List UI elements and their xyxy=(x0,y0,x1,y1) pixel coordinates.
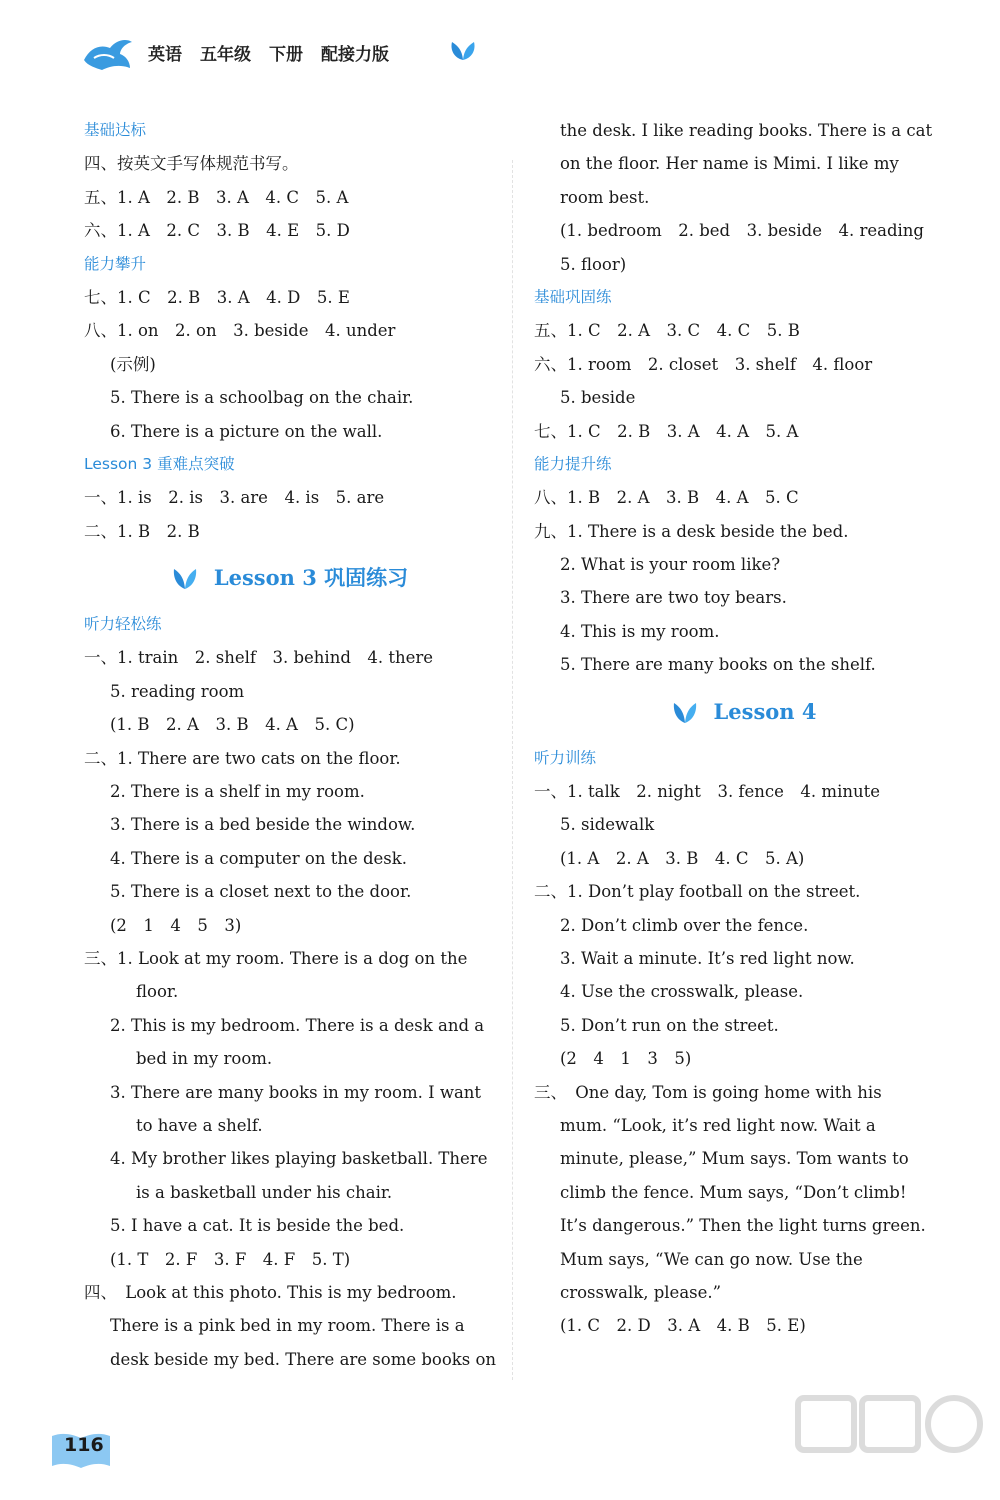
answer-line: floor. xyxy=(136,982,179,1002)
section-heading: 基础巩固练 xyxy=(534,287,612,306)
header-volume: 下册 xyxy=(269,45,303,65)
answer-line: 四、按英文手写体规范书写。 xyxy=(84,154,299,174)
lesson-title-text: Lesson 3 巩固练习 xyxy=(213,565,409,591)
answer-line: 一、1. talk 2. night 3. fence 4. minute xyxy=(534,782,880,802)
answer-line: 3. There is a bed beside the window. xyxy=(110,815,416,835)
answer-line: 三、 One day, Tom is going home with his xyxy=(534,1082,882,1102)
leaf-icon xyxy=(172,565,198,591)
lesson-title xyxy=(84,548,496,608)
answer-line: 5. There is a closet next to the door. xyxy=(110,882,412,902)
answer-line: mum. “Look, it’s red light now. Wait a xyxy=(560,1115,876,1135)
answer-line: crosswalk, please.” xyxy=(560,1282,722,1302)
answer-line: (2 4 1 3 5) xyxy=(560,1049,692,1069)
answer-line: (1. bedroom 2. bed 3. beside 4. reading xyxy=(560,221,924,241)
answer-line: 一、1. is 2. is 3. are 4. is 5. are xyxy=(84,488,385,508)
answer-line: 3. There are many books in my room. I want xyxy=(110,1082,482,1102)
answer-line: 八、1. B 2. A 3. B 4. A 5. C xyxy=(534,488,799,508)
answer-line: 四、 Look at this photo. This is my bedroom. xyxy=(84,1282,457,1302)
answer-line: 5. I have a cat. It is beside the bed. xyxy=(110,1216,405,1236)
answer-line: 七、1. C 2. B 3. A 4. D 5. E xyxy=(84,287,350,307)
answer-line: 3. There are two toy bears. xyxy=(560,588,787,608)
answer-line: 4. This is my room. xyxy=(560,621,720,641)
answer-line: minute, please,” Mum says. Tom wants to xyxy=(560,1149,909,1169)
header-subject: 英语 xyxy=(148,45,182,65)
answer-line: 九、1. There is a desk beside the bed. xyxy=(534,521,849,541)
section-heading: 听力训练 xyxy=(534,748,597,767)
answer-line: 6. There is a picture on the wall. xyxy=(110,421,383,441)
answer-line: to have a shelf. xyxy=(136,1115,263,1135)
answer-line: 六、1. A 2. C 3. B 4. E 5. D xyxy=(84,221,350,241)
answer-line: 一、1. train 2. shelf 3. behind 4. there xyxy=(84,648,434,668)
answer-line: 5. floor) xyxy=(560,254,627,274)
answer-line: (示例) xyxy=(110,354,156,374)
column-divider xyxy=(512,160,513,1380)
answer-line: 5. reading room xyxy=(110,681,245,701)
lesson-title xyxy=(534,682,954,742)
answer-line: room best. xyxy=(560,187,650,207)
section-heading: 能力攀升 xyxy=(84,254,147,273)
page-number: 116 xyxy=(64,1434,104,1456)
header-series: 配接力版 xyxy=(321,45,389,65)
lesson-title-text: Lesson 4 xyxy=(713,698,817,724)
answer-line: 4. There is a computer on the desk. xyxy=(110,848,407,868)
answer-line: 二、1. Don’t play football on the street. xyxy=(534,882,861,902)
answer-line: desk beside my bed. There are some books on xyxy=(110,1349,497,1369)
answer-line: 五、1. A 2. B 3. A 4. C 5. A xyxy=(84,187,349,207)
right-column xyxy=(534,114,954,1343)
answer-line: (1. T 2. F 3. F 4. F 5. T) xyxy=(110,1249,351,1269)
answer-line: 4. Use the crosswalk, please. xyxy=(560,982,804,1002)
answer-line: 5. There are many books on the shelf. xyxy=(560,655,876,675)
answer-line: 5. beside xyxy=(560,388,636,408)
answer-line: 二、1. There are two cats on the floor. xyxy=(84,748,401,768)
header-title xyxy=(148,40,389,65)
answer-line: the desk. I like reading books. There is a cat xyxy=(560,121,933,140)
answer-line: 2. What is your room like? xyxy=(560,555,781,575)
answer-line: 三、1. Look at my room. There is a dog on the xyxy=(84,948,468,968)
answer-line: 二、1. B 2. B xyxy=(84,521,200,541)
answer-line: It’s dangerous.” Then the light turns green. xyxy=(560,1216,926,1236)
page-header xyxy=(80,34,580,74)
answer-line: 2. Don’t climb over the fence. xyxy=(560,915,809,935)
answer-line: 六、1. room 2. closet 3. shelf 4. floor xyxy=(534,354,873,374)
bird-logo-icon xyxy=(80,34,136,74)
answer-line: bed in my room. xyxy=(136,1049,273,1069)
answer-line: 七、1. C 2. B 3. A 4. A 5. A xyxy=(534,421,799,441)
answer-line: 八、1. on 2. on 3. beside 4. under xyxy=(84,321,396,341)
answer-line: climb the fence. Mum says, “Don’t climb! xyxy=(560,1182,907,1202)
answer-line: 3. Wait a minute. It’s red light now. xyxy=(560,948,855,968)
answer-line: 2. There is a shelf in my room. xyxy=(110,782,365,802)
answer-line: 4. My brother likes playing basketball. There xyxy=(110,1149,488,1169)
answer-line: 5. sidewalk xyxy=(560,815,655,835)
answer-line: (1. C 2. D 3. A 4. B 5. E) xyxy=(560,1316,806,1336)
answer-line: 2. This is my bedroom. There is a desk and a xyxy=(110,1015,485,1035)
left-column xyxy=(84,114,496,1376)
watermark-logo-icon xyxy=(790,1390,990,1495)
answer-line: is a basketball under his chair. xyxy=(136,1182,393,1202)
answer-line: (1. A 2. A 3. B 4. C 5. A) xyxy=(560,848,805,868)
answer-line: Mum says, “We can go now. Use the xyxy=(560,1249,863,1269)
leaf-icon xyxy=(448,40,478,62)
leaf-icon xyxy=(672,699,698,725)
answer-line: 5. There is a schoolbag on the chair. xyxy=(110,388,414,408)
answer-line: There is a pink bed in my room. There is a xyxy=(110,1316,465,1336)
section-heading: 能力提升练 xyxy=(534,454,612,473)
answer-line: 五、1. C 2. A 3. C 4. C 5. B xyxy=(534,321,800,341)
section-heading: Lesson 3 重难点突破 xyxy=(84,454,235,473)
header-grade: 五年级 xyxy=(200,45,251,65)
answer-line: on the floor. Her name is Mimi. I like my xyxy=(560,154,899,174)
answer-line: 5. Don’t run on the street. xyxy=(560,1015,779,1035)
answer-line: (2 1 4 5 3) xyxy=(110,915,242,935)
section-heading: 基础达标 xyxy=(84,121,147,139)
answer-line: (1. B 2. A 3. B 4. A 5. C) xyxy=(110,715,355,735)
section-heading: 听力轻松练 xyxy=(84,615,162,634)
